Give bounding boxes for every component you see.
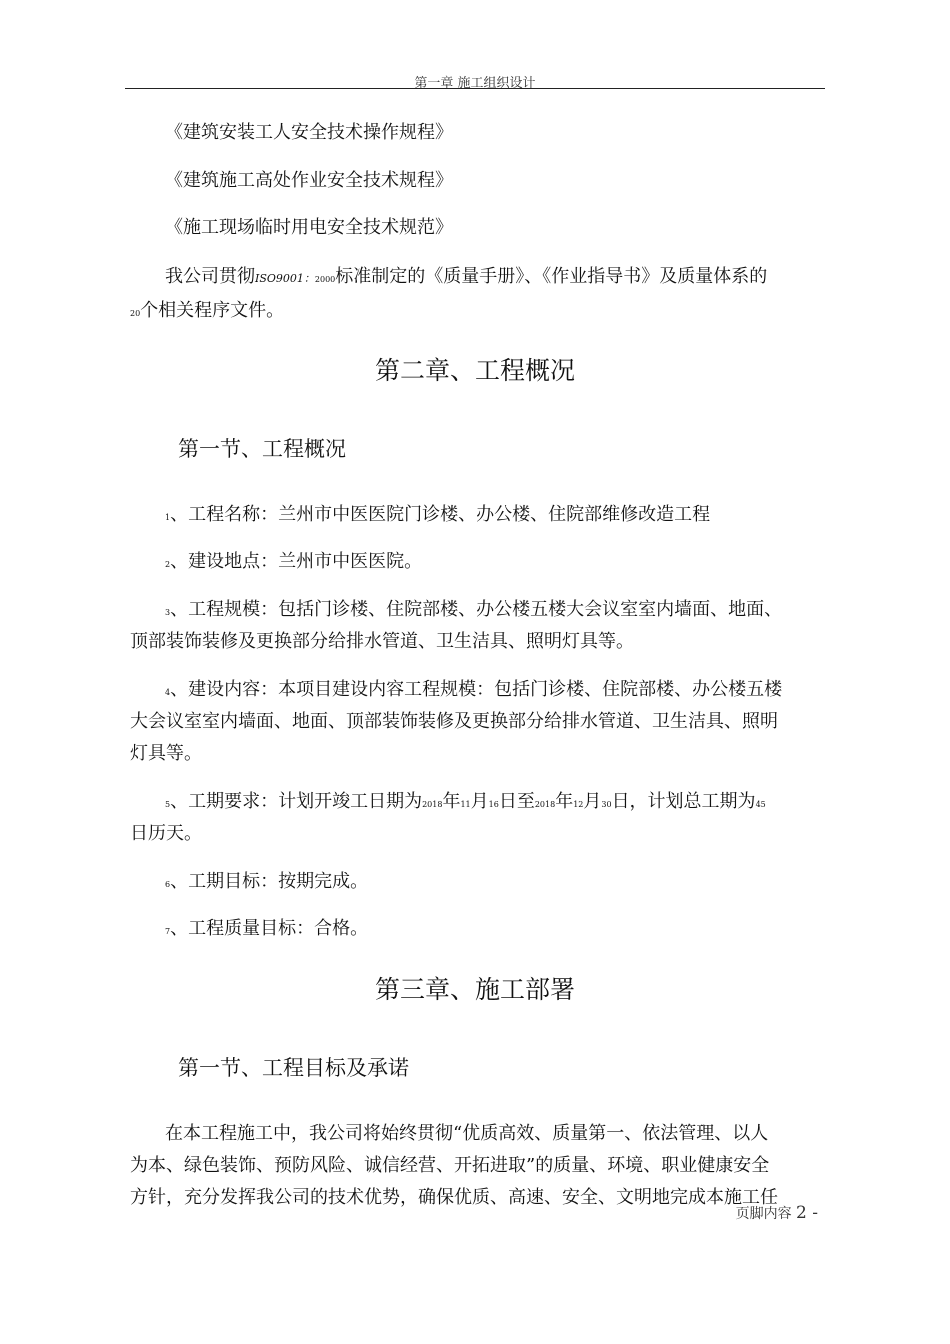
- list-item-3-num: 3: [165, 608, 171, 617]
- chapter-2-title: 第二章、工程概况: [374, 356, 575, 385]
- page-number: 2 -: [796, 1203, 818, 1223]
- schedule-year-label-2: 年: [555, 791, 574, 812]
- list-item-6: [165, 866, 820, 901]
- schedule-text-g: 日，计划总工期为: [611, 791, 756, 812]
- list-item-7-num: 7: [165, 927, 171, 936]
- list-item-2: [165, 546, 820, 581]
- schedule-text-d: 日至: [498, 791, 535, 812]
- list-item-1-num: 1: [165, 513, 171, 522]
- list-item-4-line1: 、建设内容：本项目建设内容工程规模：包括门诊楼、住院部楼、办公楼五楼: [170, 679, 783, 700]
- list-item-6-num: 6: [165, 880, 171, 889]
- footer-label: 页脚内容: [735, 1206, 792, 1222]
- start-year: 2018: [422, 800, 443, 809]
- start-day: 16: [488, 800, 499, 809]
- commitment-line2: 为本、绿色装饰、预防风险、诚信经营、开拓进取”的质量、环境、职业健康安全: [130, 1155, 770, 1176]
- list-item-3-line1: 、工程规模：包括门诊楼、住院部楼、办公楼五楼大会议室室内墙面、地面、: [170, 599, 783, 620]
- regulation-1: 《建筑安装工人安全技术操作规程》: [165, 122, 453, 143]
- regulation-2: 《建筑施工高处作业安全技术规程》: [165, 170, 453, 191]
- chapter-3-section-1-title: 第一节、工程目标及承诺: [178, 1056, 409, 1080]
- schedule-text-a: 、工期要求：计划开竣工日期为: [170, 791, 423, 812]
- list-item-3: [165, 594, 820, 629]
- start-month: 11: [460, 800, 471, 809]
- list-item-5: [165, 786, 820, 821]
- list-item-4-line2: 大会议室室内墙面、地面、顶部装饰装修及更换部分给排水管道、卫生洁具、照明: [130, 711, 778, 732]
- regulation-3: 《施工现场临时用电安全技术规范》: [165, 217, 453, 238]
- chapter-3-title: 第三章、施工部署: [374, 975, 575, 1004]
- page-footer: [736, 1203, 818, 1223]
- schedule-year-label-1: 年: [442, 791, 461, 812]
- list-item-7-text: 、工程质量目标：合格。: [170, 918, 369, 939]
- list-item-6-text: 、工期目标：按期完成。: [170, 871, 369, 892]
- list-item-4-num: 4: [165, 688, 171, 697]
- list-item-7: [165, 913, 820, 948]
- list-item-2-text: 、建设地点：兰州市中医医院。: [170, 551, 423, 572]
- list-item-5-line2: 日历天。: [130, 823, 202, 844]
- list-item-3-line2: 顶部装饰装修及更换部分给排水管道、卫生洁具、照明灯具等。: [130, 631, 634, 652]
- list-item-1-text: 、工程名称：兰州市中医医院门诊楼、办公楼、住院部维修改造工程: [170, 504, 711, 525]
- schedule-month-label-2: 月: [583, 791, 602, 812]
- iso-text-d: 标准制定的《质量手册》、《作业指导书》及质量体系的: [335, 266, 768, 287]
- list-item-1: [165, 499, 820, 534]
- header-divider: [125, 88, 825, 89]
- iso-paragraph-line1: [165, 261, 820, 296]
- iso-paragraph-line2: [130, 295, 820, 330]
- list-item-2-num: 2: [165, 560, 171, 569]
- iso-standard: ISO9001：: [255, 272, 315, 285]
- list-item-5-num: 5: [165, 800, 171, 809]
- iso-year: 2000: [314, 275, 336, 284]
- page-header-title: 第一章 施工组织设计: [414, 76, 536, 91]
- iso-text-f: 个相关程序文件。: [140, 300, 285, 321]
- schedule-month-label-1: 月: [470, 791, 489, 812]
- total-days: 45: [755, 800, 766, 809]
- iso-count: 20: [130, 309, 141, 318]
- commitment-line1: 在本工程施工中，我公司将始终贯彻“优质高效、质量第一、依法管理、以人: [165, 1123, 769, 1144]
- commitment-line3: 方针，充分发挥我公司的技术优势，确保优质、高速、安全、文明地完成本施工任: [130, 1187, 778, 1208]
- end-year: 2018: [534, 800, 556, 809]
- end-month: 12: [573, 800, 584, 809]
- list-item-4: [165, 674, 820, 709]
- chapter-2-section-1-title: 第一节、工程概况: [178, 437, 346, 461]
- end-day: 30: [601, 800, 612, 809]
- list-item-4-line3: 灯具等。: [130, 743, 202, 764]
- iso-text-a: 我公司贯彻: [165, 266, 255, 287]
